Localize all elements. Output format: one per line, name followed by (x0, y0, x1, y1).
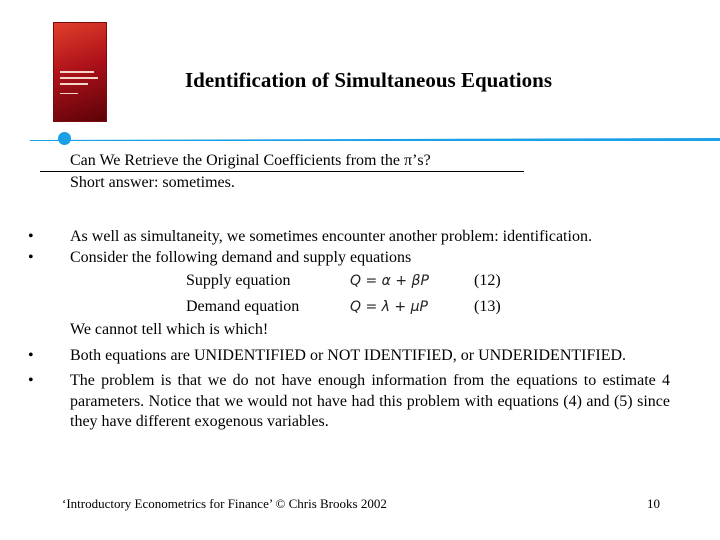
equation-label: Supply equation (186, 272, 291, 289)
page-number: 10 (647, 496, 660, 511)
slide-footer (62, 496, 662, 512)
bullet-item (28, 248, 670, 269)
footer-citation: ‘Introductory Econometrics for Finance’ © Chris Brooks 2002 (62, 496, 387, 511)
bullet-text: The problem is that we do not have enough information from the equations to estimate 4 parameters. Notice that we would not have had this problem with equations (4) and (5) since they have different exogenous variables. (70, 372, 670, 430)
bullet-text: Both equations are UNIDENTIFIED or NOT IDENTIFIED, or UNDERIDENTIFIED. (70, 346, 627, 364)
bullet-icon: • (28, 346, 34, 364)
equation-number: (12) (474, 272, 501, 289)
bullet-icon: • (28, 248, 34, 266)
slide-title: Identification of Simultaneous Equations (185, 68, 552, 92)
equation-row-supply (28, 268, 670, 294)
bullet-item (28, 346, 670, 367)
equation-formula: Q = λ + μP (350, 299, 428, 315)
divider-bullet-icon (58, 132, 71, 145)
bullet-text: Consider the following demand and supply equations (70, 248, 412, 266)
intro-underline (40, 171, 524, 172)
book-cover-image (53, 22, 107, 122)
note-text: We cannot tell which is which! (70, 321, 269, 338)
equation-label: Demand equation (186, 298, 300, 315)
intro-answer: Short answer: sometimes. (70, 174, 235, 191)
intro-text (70, 150, 431, 194)
equation-number: (13) (474, 298, 501, 315)
bullet-icon: • (28, 372, 34, 389)
title-divider (30, 137, 720, 142)
intro-question: Can We Retrieve the Original Coefficients from the π’s? (70, 152, 431, 169)
bullet-item (28, 371, 670, 433)
bullet-list (28, 227, 670, 433)
equation-formula: Q = α + βP (350, 273, 429, 289)
bullet-item (28, 227, 670, 248)
equation-row-demand (28, 294, 670, 320)
bullet-icon: • (28, 228, 34, 245)
bullet-text: As well as simultaneity, we sometimes encounter another problem: identification. (70, 228, 592, 245)
